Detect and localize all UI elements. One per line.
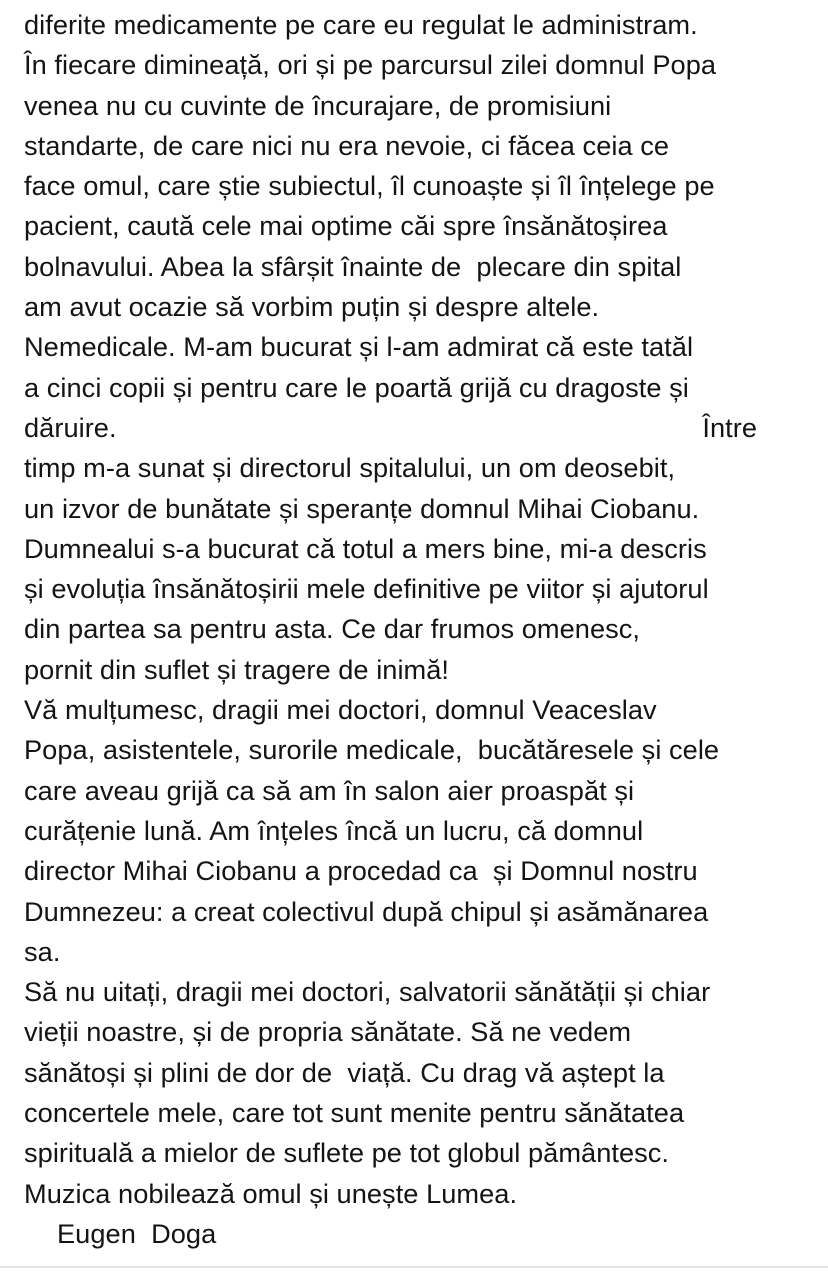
- text-line: standarte, de care nici nu era nevoie, ci făcea ceia ce: [24, 129, 670, 161]
- text-line: venea nu cu cuvinte de încurajare, de promisiuni: [24, 89, 612, 121]
- text-line: diferite medicamente pe care eu regulat le administram.: [24, 9, 698, 40]
- text-line: spirituală a mielor de suflete pe tot globul pământesc.: [24, 1137, 670, 1169]
- text-line: a cinci copii și pentru care le poartă grijă cu dragoste și: [24, 371, 689, 403]
- text-line: concertele mele, care tot sunt menite pentru sănătatea: [24, 1097, 685, 1129]
- author-signature: Eugen Doga: [57, 1217, 217, 1249]
- text-line: Vă mulțumesc, dragii mei doctori, domnul Veaceslav: [24, 694, 657, 726]
- text-line: pornit din suflet și tragere de inimă!: [24, 653, 450, 685]
- paragraph-block-bottom: [24, 448, 814, 1214]
- post-text-body: [24, 5, 814, 1254]
- text-line: Dumnealui s-a bucurat că totul a mers bine, mi-a descris: [24, 532, 707, 564]
- text-line: director Mihai Ciobanu a procedad ca și Domnul nostru: [24, 855, 698, 887]
- text-line: care aveau grijă ca să am în salon aier proaspăt și: [24, 774, 635, 806]
- split-line-left: dăruire.: [24, 411, 117, 443]
- text-line: Nemedicale. M-am bucurat și l-am admirat că este tatăl: [24, 331, 694, 363]
- split-text-line: [24, 408, 757, 448]
- text-line: și evoluția însănătoșirii mele definitive pe viitor și ajutorul: [24, 573, 709, 605]
- text-line: În fiecare dimineață, ori și pe parcursul zilei domnul Popa: [24, 49, 717, 81]
- bottom-divider: [0, 1266, 828, 1268]
- text-line: Să nu uitați, dragii mei doctori, salvatorii sănătății și chiar: [24, 976, 711, 1008]
- text-line: pacient, caută cele mai optime căi spre însănătoșirea: [24, 210, 668, 242]
- split-line-right: Între: [702, 411, 757, 443]
- text-line: timp m-a sunat și directorul spitalului, un om deosebit,: [24, 452, 676, 484]
- text-line: un izvor de bunătate și speranțe domnul Mihai Ciobanu.: [24, 492, 700, 524]
- text-line: Popa, asistentele, surorile medicale, bucătăresele și cele: [24, 734, 720, 766]
- text-line: vieții noastre, și de propria sănătate. Să ne vedem: [24, 1016, 632, 1048]
- text-line: face omul, care știe subiectul, îl cunoaște și îl înțelege pe: [24, 170, 715, 202]
- text-line: Dumnezeu: a creat colectivul după chipul și asămănarea: [24, 895, 709, 927]
- text-line: curățenie lună. Am înțeles încă un lucru, că domnul: [24, 814, 644, 846]
- paragraph-block-top: [24, 5, 814, 408]
- text-line: sănătoși și plini de dor de viață. Cu drag vă aștept la: [24, 1056, 665, 1088]
- text-line: sa.: [24, 935, 61, 967]
- text-line: Muzica nobilează omul și unește Lumea.: [24, 1177, 518, 1209]
- text-line: bolnavului. Abea la sfârșit înainte de plecare din spital: [24, 250, 682, 282]
- text-line: din partea sa pentru asta. Ce dar frumos omenesc,: [24, 613, 641, 645]
- text-line: am avut ocazie să vorbim puțin și despre altele.: [24, 291, 600, 323]
